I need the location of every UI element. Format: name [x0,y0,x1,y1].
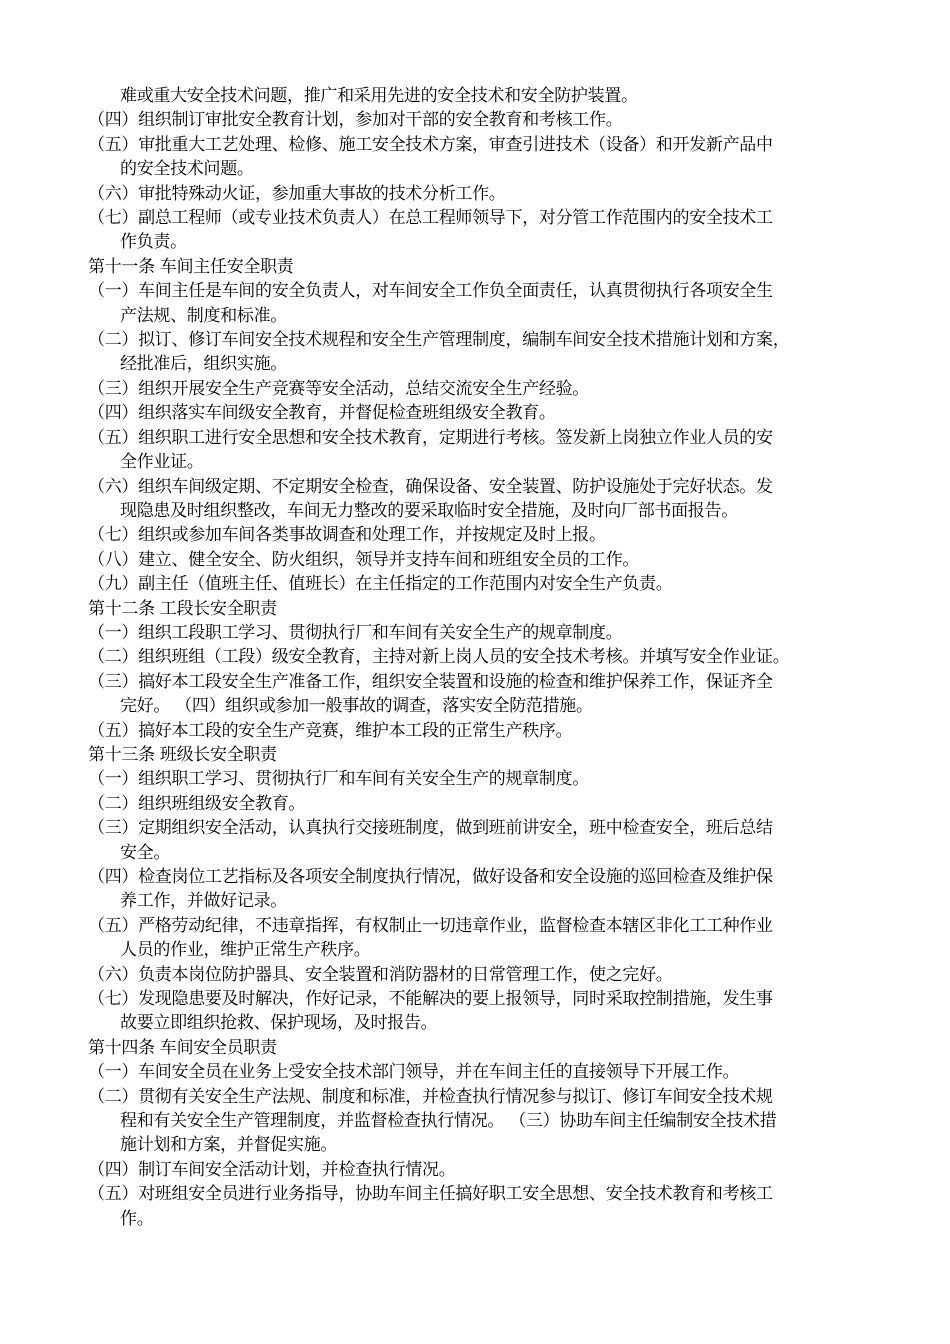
list-item: （五）审批重大工艺处理、检修、施工安全技术方案，审查引进技术（设备）和开发新产品中 [88,134,773,155]
list-item-continuation: 程和有关安全生产管理制度，并监督检查执行情况。 （三）协助车间主任编制安全技术措 [120,1111,777,1132]
list-item-continuation: 作负责。 [120,232,187,253]
list-item: （八）建立、健全安全、防火组织，领导并支持车间和班组安全员的工作。 [88,549,640,570]
list-item: （四）制订车间安全活动计划，并检查执行情况。 [88,1159,456,1180]
list-item: （五）严格劳动纪律，不违章指挥，有权制止一切违章作业，监督检查本辖区非化工工种作业 [88,915,773,936]
list-item-continuation: 现隐患及时组织整改，车间无力整改的要采取临时安全措施，及时向厂部书面报告。 [120,500,738,521]
list-item-continuation: 施计划和方案，并督促实施。 [120,1135,338,1156]
list-item-continuation: 故要立即组织抢救、保护现场，及时报告。 [120,1013,438,1034]
document-body [88,84,878,1231]
list-item: （七）组织或参加车间各类事故调查和处理工作，并按规定及时上报。 [88,525,606,546]
list-item-continuation: 难或重大安全技术问题，推广和采用先进的安全技术和安全防护装置。 [120,86,638,106]
list-item: （一）组织工段职工学习、贯彻执行厂和车间有关安全生产的规章制度。 [88,622,623,643]
list-item-continuation: 养工作，并做好记录。 [120,891,287,912]
list-item: （六）组织车间级定期、不定期安全检查，确保设备、安全装置、防护设施处于完好状态。发 [88,476,773,497]
section-heading: 第十四条 车间安全员职责 [88,1037,277,1058]
list-item: （三）定期组织安全活动，认真执行交接班制度，做到班前讲安全，班中检查安全，班后总结 [88,818,773,839]
list-item-continuation: 的安全技术问题。 [120,159,254,180]
list-item: （三）组织开展安全生产竞赛等安全活动，总结交流安全生产经验。 [88,378,589,399]
list-item: （一）车间主任是车间的安全负责人，对车间安全工作负全面责任，认真贯彻执行各项安全生 [88,281,773,302]
list-item: （二）组织班组（工段）级安全教育，主持对新上岗人员的安全技术考核。并填写安全作业证。 [88,647,790,668]
section-heading: 第十三条 班级长安全职责 [88,744,277,765]
list-item: （二）组织班组级安全教育。 [88,793,306,814]
section-heading: 第十一条 车间主任安全职责 [88,256,294,277]
list-item: （一）车间安全员在业务上受安全技术部门领导，并在车间主任的直接领导下开展工作。 [88,1062,740,1083]
list-item: （四）组织制订审批安全教育计划，参加对干部的安全教育和考核工作。 [88,110,623,131]
list-item: （七）发现隐患要及时解决，作好记录，不能解决的要上报领导，同时采取控制措施，发生事 [88,989,773,1010]
list-item-continuation: 全作业证。 [120,452,204,473]
list-item-continuation: 完好。 （四）组织或参加一般事故的调查，落实安全防范措施。 [120,696,593,717]
list-item: （一）组织职工学习、贯彻执行厂和车间有关安全生产的规章制度。 [88,769,589,790]
list-item: （五）搞好本工段的安全生产竞赛，维护本工段的正常生产秩序。 [88,720,573,741]
list-item-continuation: 作。 [120,1208,154,1229]
list-item-continuation: 经批准后，组织实施。 [120,354,287,375]
list-item: （二）贯彻有关安全生产法规、制度和标准，并检查执行情况参与拟订、修订车间安全技术规 [88,1086,773,1107]
list-item: （六）负责本岗位防护器具、安全装置和消防器材的日常管理工作，使之完好。 [88,964,673,985]
list-item-continuation: 安全。 [120,842,171,863]
list-item: （五）组织职工进行安全思想和安全技术教育，定期进行考核。签发新上岗独立作业人员的安 [88,427,773,448]
list-item: （七）副总工程师（或专业技术负责人）在总工程师领导下，对分管工作范围内的安全技术工 [88,208,773,229]
list-item-continuation: 产法规、制度和标准。 [120,305,287,326]
list-item: （二）拟订、修订车间安全技术规程和安全生产管理制度，编制车间安全技术措施计划和方案， [88,330,790,351]
list-item: （五）对班组安全员进行业务指导，协助车间主任搞好职工安全思想、安全技术教育和考核工 [88,1184,773,1205]
list-item-continuation: 人员的作业，维护正常生产秩序。 [120,940,371,961]
list-item: （四）组织落实车间级安全教育，并督促检查班组级安全教育。 [88,403,556,424]
list-item: （六）审批特殊动火证，参加重大事故的技术分析工作。 [88,183,506,204]
section-heading: 第十二条 工段长安全职责 [88,598,277,619]
list-item: （三）搞好本工段安全生产准备工作，组织安全装置和设施的检查和维护保养工作，保证齐全 [88,671,773,692]
list-item: （四）检查岗位工艺指标及各项安全制度执行情况，做好设备和安全设施的巡回检查及维护保 [88,867,773,887]
list-item: （九）副主任（值班主任、值班长）在主任指定的工作范围内对安全生产负责。 [88,574,673,595]
